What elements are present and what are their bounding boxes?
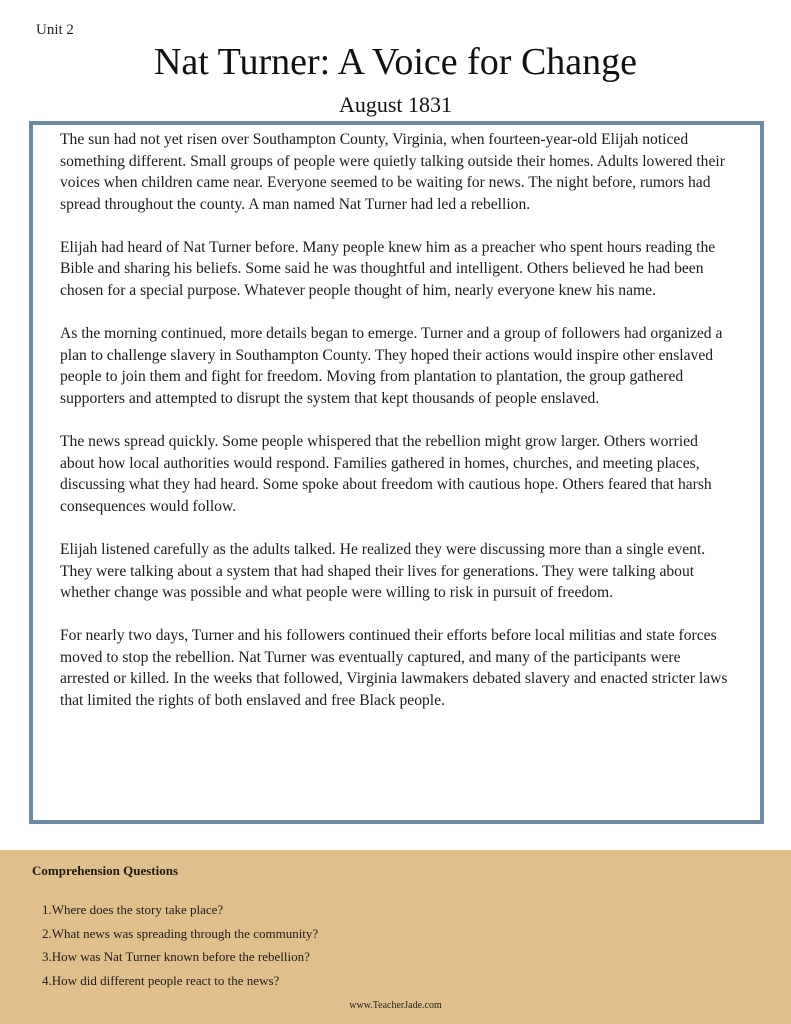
unit-label: Unit 2	[36, 22, 74, 38]
story-paragraph: The sun had not yet risen over Southampton County, Virginia, when fourteen-year-old Elijah noticed something different. Small groups of people were quietly talking outside their homes. Adults lowered their voices when children came near. Everyone seemed to be waiting for news. The night before, rumors had spread throughout the county. A man named Nat Turner had led a rebellion.	[60, 131, 725, 213]
questions-heading: Comprehension Questions	[32, 863, 179, 878]
question-item: 3.How was Nat Turner known before the rebellion?	[42, 949, 310, 964]
story-paragraph: Elijah had heard of Nat Turner before. Many people knew him as a preacher who spent hours reading the Bible and sharing his beliefs. Some said he was thoughtful and intelligent. Others believed he had been chosen for a special purpose. Whatever people thought of him, nearly everyone knew his name.	[60, 238, 716, 300]
page-title: Nat Turner: A Voice for Change	[153, 41, 638, 83]
story-date: August 1831	[338, 92, 453, 117]
question-item: 2.What news was spreading through the community?	[42, 925, 319, 941]
story-paragraph: The news spread quickly. Some people whispered that the rebellion might grow larger. Others worried about how local authorities would respond. Families gathered in homes, churches, and meeting places, discussing what they had heard. Some spoke about freedom with cautious hope. Others feared that harsh consequences would follow.	[60, 433, 712, 515]
questions-list	[42, 898, 318, 992]
question-item: 4.How did different people react to the news?	[42, 972, 280, 988]
story-box	[29, 121, 764, 824]
story-paragraph: For nearly two days, Turner and his followers continued their efforts before local militias and state forces moved to stop the rebellion. Nat Turner was eventually captured, and many of the participants were arrested or killed. In the weeks that followed, Virginia lawmakers debated slavery and enacted stricter laws that limited the rights of both enslaved and free Black people.	[60, 627, 728, 709]
question-item: 1.Where does the story take place?	[42, 902, 224, 917]
footer-url: www.TeacherJade.com	[349, 1000, 442, 1011]
comprehension-questions-section	[0, 850, 791, 1024]
story-paragraph: Elijah listened carefully as the adults talked. He realized they were discussing more than a single event. They were talking about a system that had shaped their lives for generations. They were talking about whether change was possible and what people were willing to risk in pursuit of freedom.	[60, 540, 706, 602]
story-paragraph: As the morning continued, more details began to emerge. Turner and a group of followers had organized a plan to challenge slavery in Southampton County. They hoped their actions would inspire other enslaved people to join them and fight for freedom. Moving from plantation to plantation, the group gathered supporters and attempted to disrupt the system that kept thousands of people enslaved.	[60, 325, 723, 407]
